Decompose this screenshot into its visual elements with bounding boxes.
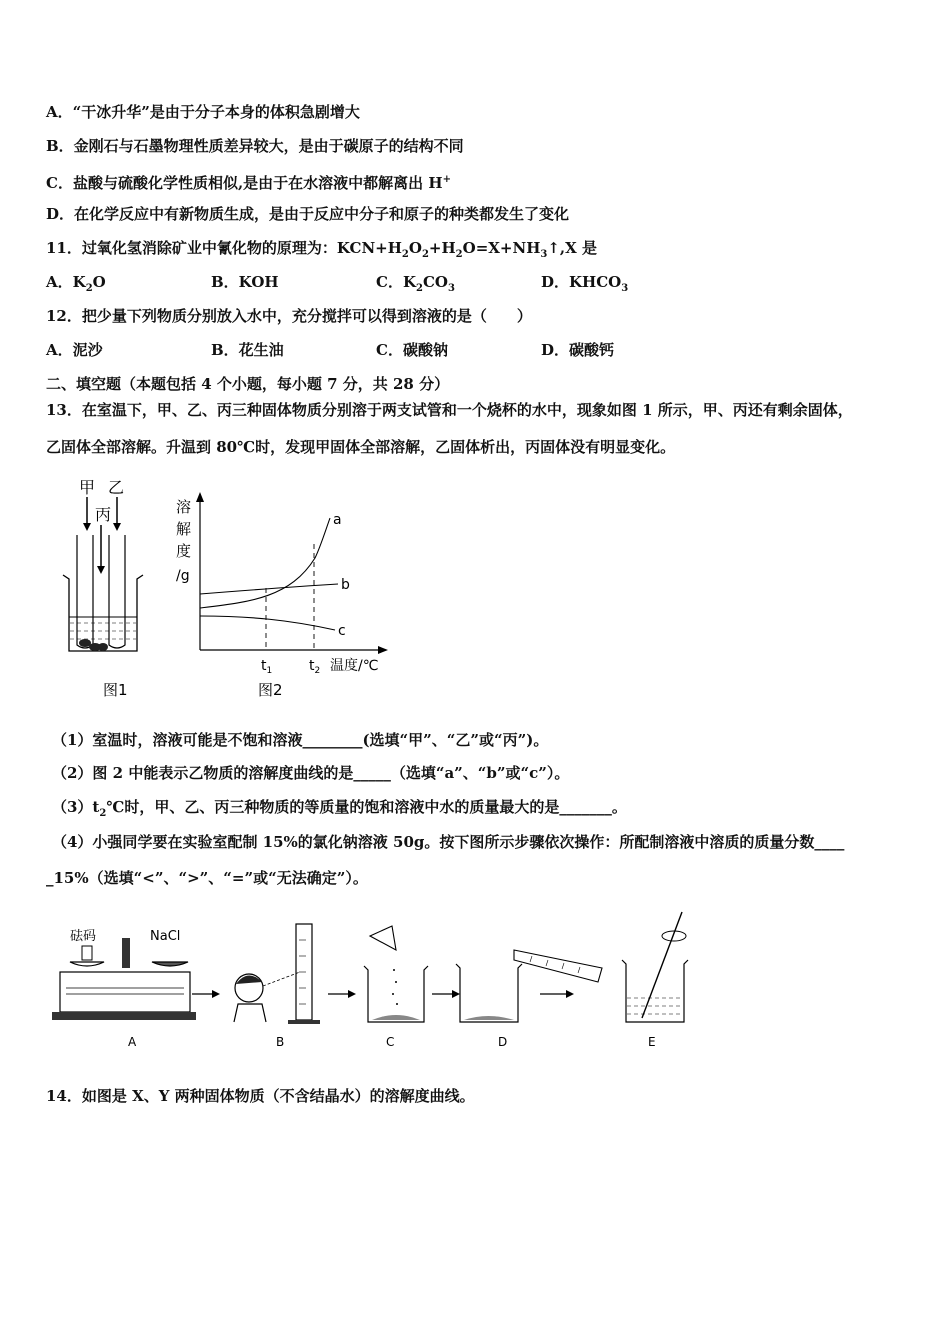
arrow-yi-head bbox=[113, 523, 121, 531]
label-yi: 乙 bbox=[108, 478, 125, 497]
y-label: 溶 bbox=[176, 498, 192, 516]
left-pan bbox=[70, 962, 104, 966]
student-body bbox=[234, 1004, 266, 1022]
q11-sub: 2 bbox=[401, 249, 409, 260]
balance-base bbox=[52, 1012, 196, 1020]
q10-option-c-sup: + bbox=[442, 174, 451, 185]
step-c-label: C bbox=[386, 1035, 395, 1049]
q11-d-sub: 3 bbox=[621, 283, 629, 294]
solid-jia bbox=[79, 639, 91, 647]
curve-a-label: a bbox=[333, 512, 342, 528]
q11-stem-part: +H bbox=[428, 239, 456, 257]
figure-3-drawing bbox=[52, 910, 702, 1055]
q11-c-mid: CO bbox=[422, 273, 448, 291]
q11-option-b: B．KOH bbox=[211, 273, 279, 291]
step-a-balance bbox=[52, 928, 196, 1049]
q11-stem-part: O bbox=[408, 239, 422, 257]
q13-part4-line1: （4）小强同学要在实验室配制 15%的氯化钠溶液 50g。按下图所示步骤依次操作：所配制溶液中溶质的质量分数____ bbox=[52, 833, 845, 851]
balance-pillar bbox=[122, 938, 130, 968]
weight bbox=[82, 946, 92, 960]
pouring-cylinder bbox=[514, 950, 602, 982]
arrow-bing-head bbox=[97, 566, 105, 574]
q13-part3 bbox=[52, 797, 627, 824]
q12-stem: 12．把少量下列物质分别放入水中，充分搅拌可以得到溶液的是（ ） bbox=[46, 307, 532, 325]
step-c-pouring-solid bbox=[364, 926, 428, 1049]
arrow-d-e-head bbox=[566, 990, 574, 998]
arrow-b-c-head bbox=[348, 990, 356, 998]
q13-line2: 乙固体全部溶解。升温到 80℃时，发现甲固体全部溶解，乙固体析出，丙固体没有明显变化。 bbox=[46, 438, 676, 456]
q11-a-sub: 2 bbox=[85, 283, 93, 294]
arrow-a-b-head bbox=[212, 990, 220, 998]
arrow-c-d-head bbox=[452, 990, 460, 998]
q11-d-pre: D．KHCO bbox=[541, 273, 622, 291]
label-nacl: NaCl bbox=[150, 929, 181, 944]
figure-1 bbox=[55, 475, 155, 705]
salt-pile-d bbox=[464, 1016, 514, 1020]
solid-bing bbox=[98, 643, 108, 651]
label-weight: 砝码 bbox=[70, 929, 97, 944]
salt-particle bbox=[393, 969, 395, 971]
q12-option-c: C．碳酸钠 bbox=[376, 341, 448, 359]
curve-a bbox=[200, 518, 330, 608]
t1-label bbox=[261, 658, 272, 676]
beaker-e bbox=[622, 960, 688, 1022]
q10-option-c bbox=[46, 170, 451, 193]
paper-funnel bbox=[370, 926, 396, 950]
curve-b bbox=[200, 584, 338, 594]
figure-2-caption: 图2 bbox=[258, 681, 283, 699]
sight-line bbox=[263, 972, 300, 986]
step-d-pouring-water bbox=[456, 950, 602, 1049]
q11-c-sub: 2 bbox=[415, 283, 423, 294]
q10-option-a: A．“干冰升华”是由于分子本身的体积急剧增大 bbox=[46, 103, 360, 121]
cylinder-base bbox=[288, 1020, 320, 1024]
q11-option-c bbox=[376, 272, 455, 299]
curve-c-label: c bbox=[338, 623, 346, 639]
step-d-label: D bbox=[498, 1035, 508, 1049]
y-axis-arrow bbox=[196, 492, 204, 502]
salt-particle bbox=[395, 981, 397, 983]
beaker-d bbox=[456, 964, 522, 1022]
q10-option-b: B．金刚石与石墨物理性质差异较大，是由于碳原子的结构不同 bbox=[46, 137, 464, 155]
salt-particle bbox=[392, 993, 394, 995]
salt-pile bbox=[372, 1015, 420, 1020]
step-b-label: B bbox=[276, 1035, 285, 1049]
q14-stem: 14．如图是 X、Y 两种固体物质（不含结晶水）的溶解度曲线。 bbox=[46, 1087, 475, 1105]
glass-rod bbox=[642, 912, 682, 1018]
t2-label bbox=[309, 658, 320, 676]
q11-sub: 2 bbox=[455, 249, 463, 260]
arrow-jia-head bbox=[83, 523, 91, 531]
q11-option-a bbox=[46, 272, 106, 299]
q12-option-b: B．花生油 bbox=[211, 341, 284, 359]
q13-p3-post: ℃时，甲、乙、丙三种物质的等质量的饱和溶液中水的质量最大的是_______。 bbox=[106, 798, 627, 816]
cylinder-tick bbox=[578, 967, 580, 973]
q11-stem-part: ↑,X 是 bbox=[547, 239, 597, 257]
cylinder-tick bbox=[530, 956, 532, 962]
salt-particle bbox=[396, 1003, 398, 1005]
t1-text: t bbox=[261, 658, 267, 674]
q12-option-d: D．碳酸钙 bbox=[541, 341, 615, 359]
y-label: 度 bbox=[176, 542, 192, 560]
step-e-label: E bbox=[648, 1035, 656, 1049]
q11-c-sub: 3 bbox=[447, 283, 455, 294]
curve-b-label: b bbox=[341, 577, 350, 593]
q11-stem-part: O=X+NH bbox=[462, 239, 541, 257]
figure-1-drawing bbox=[55, 475, 155, 705]
q13-part4-line2: _15%（选填“<”、“>”、“=”或“无法确定”）。 bbox=[46, 869, 368, 887]
figure-2-drawing bbox=[170, 490, 400, 705]
q11-sub: 2 bbox=[421, 249, 429, 260]
t2-text: t bbox=[309, 658, 315, 674]
q11-c-pre: C．K bbox=[376, 273, 416, 291]
t2-sub: 2 bbox=[314, 666, 321, 676]
x-axis-label: 温度/℃ bbox=[330, 658, 379, 674]
step-e-stirring bbox=[622, 912, 688, 1049]
step-b-reading-cylinder bbox=[234, 924, 320, 1049]
step-a-label: A bbox=[128, 1035, 137, 1049]
section-heading: 二、填空题（本题包括 4 个小题，每小题 7 分，共 28 分） bbox=[46, 375, 450, 393]
figure-1-caption: 图1 bbox=[103, 681, 128, 699]
balance-body bbox=[60, 972, 190, 1012]
curve-c bbox=[200, 616, 335, 630]
beaker-c bbox=[364, 966, 428, 1022]
label-jia: 甲 bbox=[79, 478, 96, 497]
q13-part2: （2）图 2 中能表示乙物质的溶解度曲线的是_____（选填“a”、“b”或“c”）。 bbox=[52, 764, 570, 782]
q11-stem bbox=[46, 238, 597, 265]
q13-p3-sub: 2 bbox=[99, 808, 107, 819]
figure-3 bbox=[52, 910, 702, 1055]
q13-part1: （1）室温时，溶液可能是不饱和溶液________(选填“甲”、“乙”或“丙”)。 bbox=[52, 731, 549, 749]
right-pan bbox=[152, 962, 188, 966]
t1-sub: 1 bbox=[266, 666, 273, 676]
cylinder-tick bbox=[546, 960, 548, 966]
q11-a-pre: A．K bbox=[46, 273, 86, 291]
x-axis-arrow bbox=[378, 646, 388, 654]
y-label: /g bbox=[176, 568, 190, 584]
q13-line1: 13．在室温下，甲、乙、丙三种固体物质分别溶于两支试管和一个烧杯的水中，现象如图 1 所示，甲、丙还有剩余固体， bbox=[46, 401, 853, 419]
cylinder-tick bbox=[562, 963, 564, 969]
q11-sub: 3 bbox=[540, 249, 548, 260]
q10-option-d: D．在化学反应中有新物质生成，是由于反应中分子和原子的种类都发生了变化 bbox=[46, 205, 570, 223]
q11-stem-part: 11．过氧化氢消除矿业中氰化物的原理为：KCN+H bbox=[46, 239, 402, 257]
figure-2 bbox=[170, 490, 400, 705]
q10-option-c-text: C．盐酸与硫酸化学性质相似,是由于在水溶液中都解离出 H bbox=[46, 174, 443, 192]
beaker bbox=[63, 575, 143, 651]
q11-option-d bbox=[541, 272, 628, 299]
label-bing: 丙 bbox=[95, 505, 112, 524]
q13-p3-pre: （3）t bbox=[52, 798, 100, 816]
q12-option-a: A．泥沙 bbox=[46, 341, 103, 359]
y-label: 解 bbox=[176, 520, 192, 538]
q11-a-post: O bbox=[92, 273, 106, 291]
